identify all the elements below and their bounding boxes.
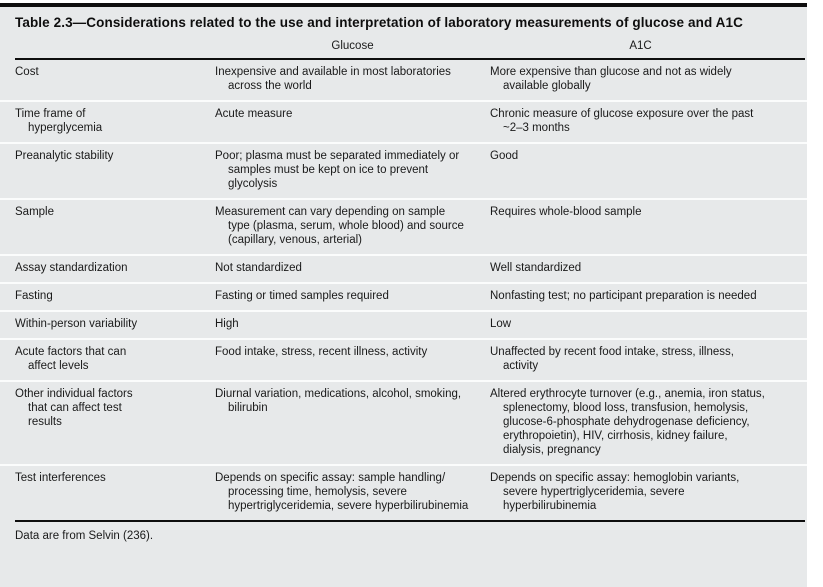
row-label: Acute factors that can affect levels xyxy=(15,346,127,372)
table-body xyxy=(0,60,807,520)
table-title: Table 2.3—Considerations related to the use and interpretation of laboratory measurements of glucose and A1C xyxy=(15,15,743,30)
table-row-other-individual-factors xyxy=(0,380,807,464)
row-label: Within-person variability xyxy=(15,318,138,330)
column-header-empty xyxy=(15,39,215,53)
glucose-cell: Diurnal variation, medications, alcohol, smoking, bilirubin xyxy=(215,388,462,414)
row-label: Cost xyxy=(15,66,39,78)
glucose-cell: Fasting or timed samples required xyxy=(215,290,389,302)
glucose-cell: Depends on specific assay: sample handling/ processing time, hemolysis, severe hypertriglyceridemia, severe hyperbilirubinemia xyxy=(215,472,469,512)
table-row-test-interferences xyxy=(0,464,807,520)
table-row-fasting xyxy=(0,282,807,310)
table-header-row xyxy=(0,39,807,58)
row-label: Sample xyxy=(15,206,54,218)
glucose-cell: Inexpensive and available in most laboratories across the world xyxy=(215,66,451,92)
row-label: Preanalytic stability xyxy=(15,150,114,162)
row-label: Fasting xyxy=(15,290,53,302)
table-row-sample xyxy=(0,198,807,254)
glucose-cell: Poor; plasma must be separated immediately or samples must be kept on ice to prevent glycolysis xyxy=(215,150,460,190)
a1c-cell: Well standardized xyxy=(490,262,582,274)
table-row-within-person-variability xyxy=(0,310,807,338)
a1c-cell: More expensive than glucose and not as widely available globally xyxy=(490,66,732,92)
row-label: Time frame of hyperglycemia xyxy=(15,108,103,134)
table-row-acute-factors xyxy=(0,338,807,380)
table-row-assay-standardization xyxy=(0,254,807,282)
glucose-cell: High xyxy=(215,318,239,330)
table-row-cost xyxy=(0,60,807,100)
table-panel xyxy=(0,3,807,587)
row-label: Test interferences xyxy=(15,472,106,484)
row-label: Other individual factors that can affect test results xyxy=(15,388,133,428)
glucose-cell: Acute measure xyxy=(215,108,293,120)
table-row-time-frame xyxy=(0,100,807,142)
a1c-cell: Good xyxy=(490,150,519,162)
row-label: Assay standardization xyxy=(15,262,128,274)
a1c-cell: Unaffected by recent food intake, stress, illness, activity xyxy=(490,346,734,372)
glucose-cell: Measurement can vary depending on sample type (plasma, serum, whole blood) and source (capillary, venous, arterial) xyxy=(215,206,464,246)
a1c-cell: Low xyxy=(490,318,512,330)
a1c-cell: Altered erythrocyte turnover (e.g., anemia, iron status, splenectomy, blood loss, transfusion, hemolysis, glucose-6-phosphate dehydrogenase deficiency, erythropoietin), HIV, cirrhosis, kidney failure, dialysis, pregnancy xyxy=(490,388,765,456)
a1c-cell: Nonfasting test; no participant preparation is needed xyxy=(490,290,757,302)
column-header-a1c: A1C xyxy=(629,40,652,52)
table-row-preanalytic-stability xyxy=(0,142,807,198)
table-footnote: Data are from Selvin (236). xyxy=(15,530,154,542)
a1c-cell: Chronic measure of glucose exposure over the past ~2–3 months xyxy=(490,108,754,134)
column-header-glucose: Glucose xyxy=(331,40,374,52)
glucose-cell: Food intake, stress, recent illness, activity xyxy=(215,346,428,358)
a1c-cell: Requires whole-blood sample xyxy=(490,206,642,218)
glucose-cell: Not standardized xyxy=(215,262,302,274)
a1c-cell: Depends on specific assay: hemoglobin variants, severe hypertriglyceridemia, severe hyperbilirubinemia xyxy=(490,472,740,512)
